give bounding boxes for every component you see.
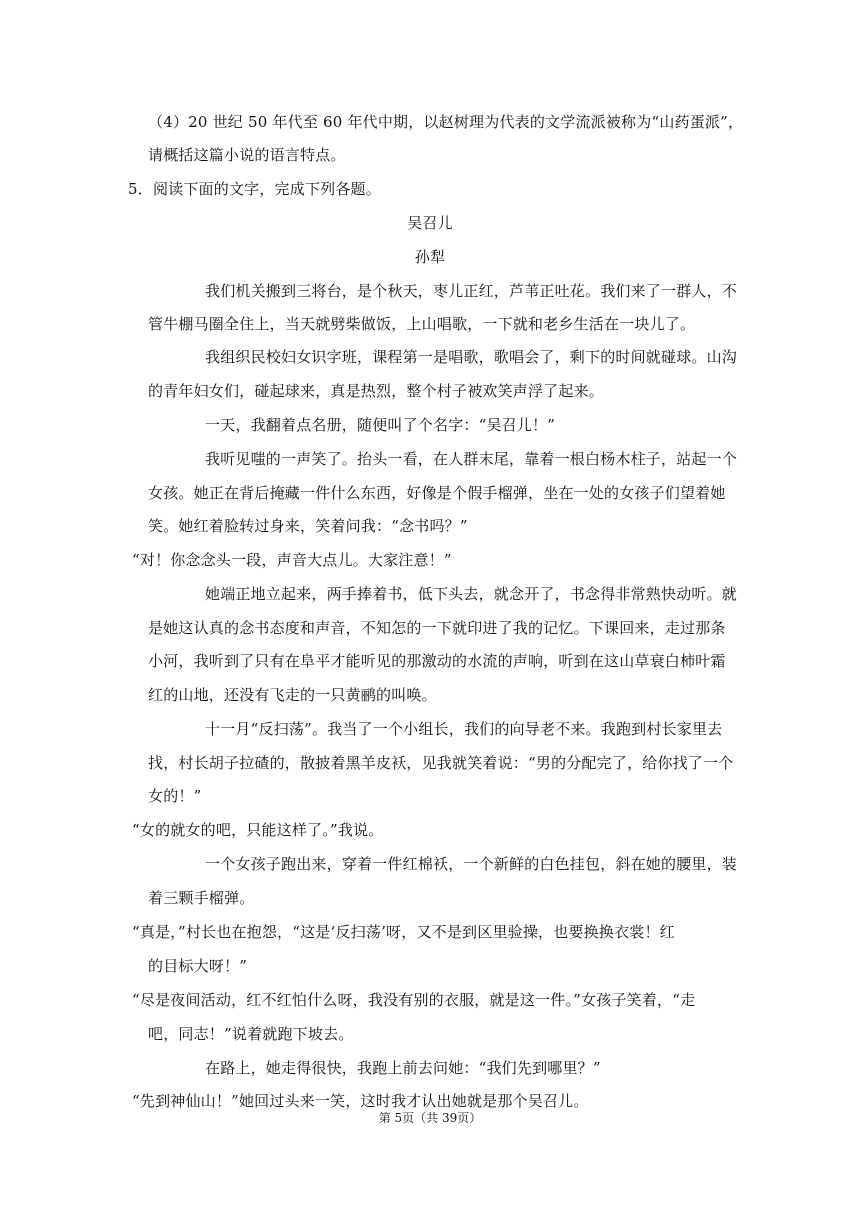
article-title: 吴召儿 <box>407 214 453 232</box>
article-line: 女的！” <box>148 787 202 805</box>
article-line: “先到神仙山！”她回过头来一笑，这时我才认出她就是那个吴召儿。 <box>132 1092 589 1110</box>
article-line: 十一月“反扫荡”。我当了一个小组长，我们的向导老不来。我跑到村长家里去 <box>205 720 723 738</box>
article-line: 着三颗手榴弹。 <box>148 889 255 907</box>
article-line: 一天，我翻着点名册，随便叫了个名字：“吴召儿！” <box>205 416 556 434</box>
article-line: 是她这认真的念书态度和声音，不知怎的一下就印进了我的记忆。下课回来，走过那条 <box>148 619 726 637</box>
article-line: 我们机关搬到三将台，是个秋天，枣儿正红，芦苇正吐花。我们来了一群人，不 <box>205 282 738 300</box>
article-line: 的目标大呀！” <box>148 957 248 975</box>
page-footer: 第 5页（共 39页） <box>378 1111 482 1125</box>
article-line: “对！你念念头一段，声音大点儿。大家注意！” <box>132 551 452 569</box>
article-line: 笑。她红着脸转过身来，笑着问我：“念书吗？” <box>148 517 468 535</box>
article-line: 吧，同志！”说着就跑下坡去。 <box>148 1025 354 1043</box>
article-line: 红的山地，还没有飞走的一只黄鹂的叫唤。 <box>148 686 437 704</box>
article-line: 在路上，她走得很快，我跑上前去问她：“我们先到哪里？” <box>205 1059 601 1077</box>
article-line: 一个女孩子跑出来，穿着一件红棉袄，一个新鲜的白色挂包，斜在她的腰里，装 <box>205 855 738 873</box>
question5-prompt: 5．阅读下面的文字，完成下列各题。 <box>128 180 381 198</box>
article-author: 孙犁 <box>414 248 446 266</box>
article-line: 女孩。她正在背后掩藏一件什么东西，好像是个假手榴弹，坐在一处的女孩子们望着她 <box>148 484 726 502</box>
article-line: 小河，我听到了只有在阜平才能听见的那激动的水流的声响，听到在这山草衰白柿叶霜 <box>148 652 726 670</box>
article-line: 我组织民校妇女识字班，课程第一是唱歌，歌唱会了，剩下的时间就碰球。山沟 <box>205 348 738 366</box>
article-line: “真是，”村长也在抱怨，“这是‘反扫荡’呀，又不是到区里验操，也要换换衣裳！红 <box>132 923 675 941</box>
article-line: 找，村长胡子拉碴的，散披着黑羊皮袄，见我就笑着说：“男的分配完了，给你找了一个 <box>148 754 734 772</box>
article-line: 的青年妇女们，碰起球来，真是热烈，整个村子被欢笑声浮了起来。 <box>148 382 605 400</box>
question4-line2: 请概括这篇小说的语言特点。 <box>148 146 346 164</box>
question4-line1: （4）20 世纪 50 年代至 60 年代中期，以赵树理为代表的文学流派被称为“山药蛋派”， <box>148 113 744 131</box>
article-line: 她端正地立起来，两手捧着书，低下头去，就念开了，书念得非常熟快动听。就 <box>205 585 738 603</box>
article-line: 管牛棚马圈全住上，当天就劈柴做饭，上山唱歌，一下就和老乡生活在一块儿了。 <box>148 315 696 333</box>
article-line: “尽是夜间活动，红不红怕什么呀，我没有别的衣服，就是这一件。”女孩子笑着，“走 <box>132 991 696 1009</box>
article-line: 我听见嗤的一声笑了。抬头一看，在人群末尾，靠着一根白杨木柱子，站起一个 <box>205 450 738 468</box>
article-line: “女的就女的吧，只能这样了。”我说。 <box>132 821 384 839</box>
